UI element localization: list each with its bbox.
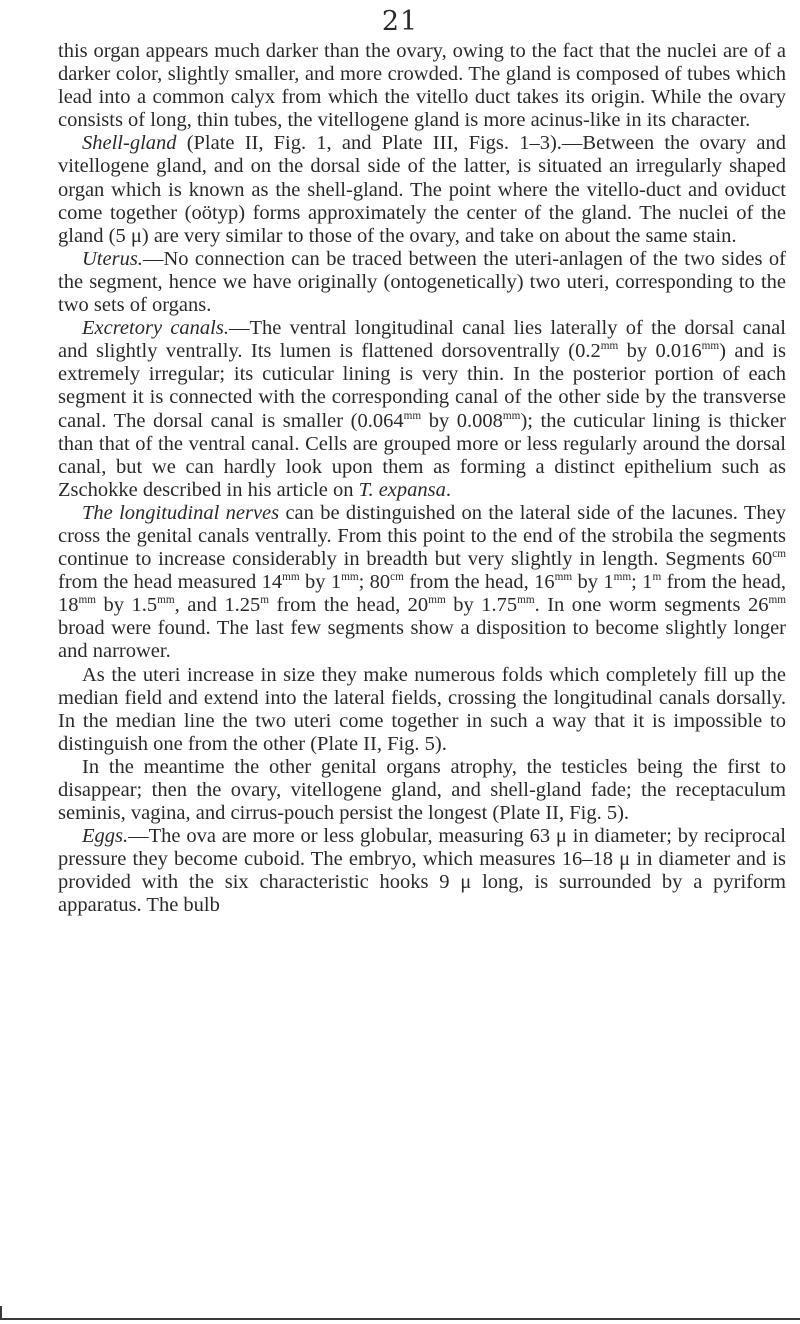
- page-edge-line: [0, 1318, 800, 1320]
- page-number: 21: [381, 6, 419, 37]
- paragraph-uterus: [58, 248, 786, 317]
- section-heading-uterus: Uterus.: [82, 247, 143, 270]
- paragraph-text: —No connection can be traced between the uteri-anlagen of the two sides of the segment, hence we have originally (ontogenetically) two uteri, corresponding to the two sets of organs.: [58, 247, 786, 317]
- paragraph-text: As the uteri increase in size they make numerous folds which completely fill up the median field and extend into the lateral fields, crossing the longitudinal canals dorsally. In the median line the two uteri come together in such a way that it is impossible to distinguish one from the other (Plate II, Fig. 5).: [58, 663, 786, 755]
- paragraph-uteri-folds: [58, 664, 786, 756]
- paragraph-excretory-canals: [58, 317, 786, 502]
- paragraph-eggs: [58, 825, 786, 917]
- paragraph-text: can be distinguished on the lateral side of the lacunes. They cross the genital canals ventrally. From this point to the end of the strobila the segments continue to increase considerably in breadth but very slightly in length. Segments $60^{cm}$ from the head measured $14^{mm}$ by $1^{mm}$; $80^{cm}$ from the head, $16^{mm}$ by $1^{mm}$; 1$^m$ from the head, $18^{mm}$ by $1.5^{mm}$, and 1.25$^m$ from the head, $20^{mm}$ by $1.75^{mm}$. In one worm segments $26^{mm}$ broad were found. The last few segments show a disposition to become slightly longer and narrower.: [58, 501, 787, 663]
- section-heading-longitudinal-nerves: The longitudinal nerves: [82, 501, 280, 524]
- section-heading-shell-gland: Shell-gland: [82, 132, 177, 155]
- section-heading-eggs: Eggs.: [82, 825, 129, 848]
- paragraph-text: —The ova are more or less globular, measuring 63 μ in diameter; by reciprocal pressure they become cuboid. The embryo, which measures 16–18 μ in diameter and is provided with the six characteristic hooks 9 μ long, is surrounded by a pyriform apparatus. The bulb: [58, 825, 786, 917]
- paragraph-longitudinal-nerves: [58, 502, 786, 664]
- section-heading-excretory-canals: Excretory canals.: [82, 317, 229, 340]
- page-corner-mark: [0, 1306, 2, 1320]
- paragraph-text: In the meantime the other genital organs atrophy, the testicles being the first to disappear; then the ovary, vitellogene gland, and shell-gland fade; the receptaculum seminis, vagina, and cirrus-pouch persist the longest (Plate II, Fig. 5).: [58, 755, 786, 825]
- paragraph-atrophy: [58, 756, 786, 825]
- paragraph-text: this organ appears much darker than the ovary, owing to the fact that the nuclei are of a darker color, slightly smaller, and more crowded. The gland is composed of tubes which lead into a common calyx from which the vitello duct takes its origin. While the ovary consists of long, thin tubes, the vitellogene gland is more acinus-like in its character.: [58, 40, 786, 132]
- body-text: [58, 40, 786, 918]
- paragraph-shell-gland: [58, 132, 786, 247]
- paragraph-text: —The ventral longitudinal canal lies laterally of the dorsal canal and slightly ventrally. Its lumen is flattened dorsoventrally ($0.2^{mm}$ by $0.016^{mm}$) and is extremely irregular; its cuticular lining is very thin. In the posterior portion of each segment it is connected with the corresponding canal of the other side by the transverse canal. The dorsal canal is smaller ($0.064^{mm}$ by $0.008^{mm}$); the cuticular lining is thicker than that of the ventral canal. Cells are grouped more or less regularly around the dorsal canal, but we can hardly look upon them as forming a distinct epithelium such as Zschokke described in his article on T. expansa.: [58, 317, 787, 501]
- paragraph-vitellogene: [58, 40, 786, 132]
- paragraph-text: (Plate II, Fig. 1, and Plate III, Figs. 1–3).—Between the ovary and vitellogene gland, and on the dorsal side of the latter, is situated an irregularly shaped organ which is known as the shell-gland. The point where the vitello-duct and oviduct come together (oötyp) forms approximately the center of the gland. The nuclei of the gland (5 μ) are very similar to those of the ovary, and take on about the same stain.: [58, 132, 786, 247]
